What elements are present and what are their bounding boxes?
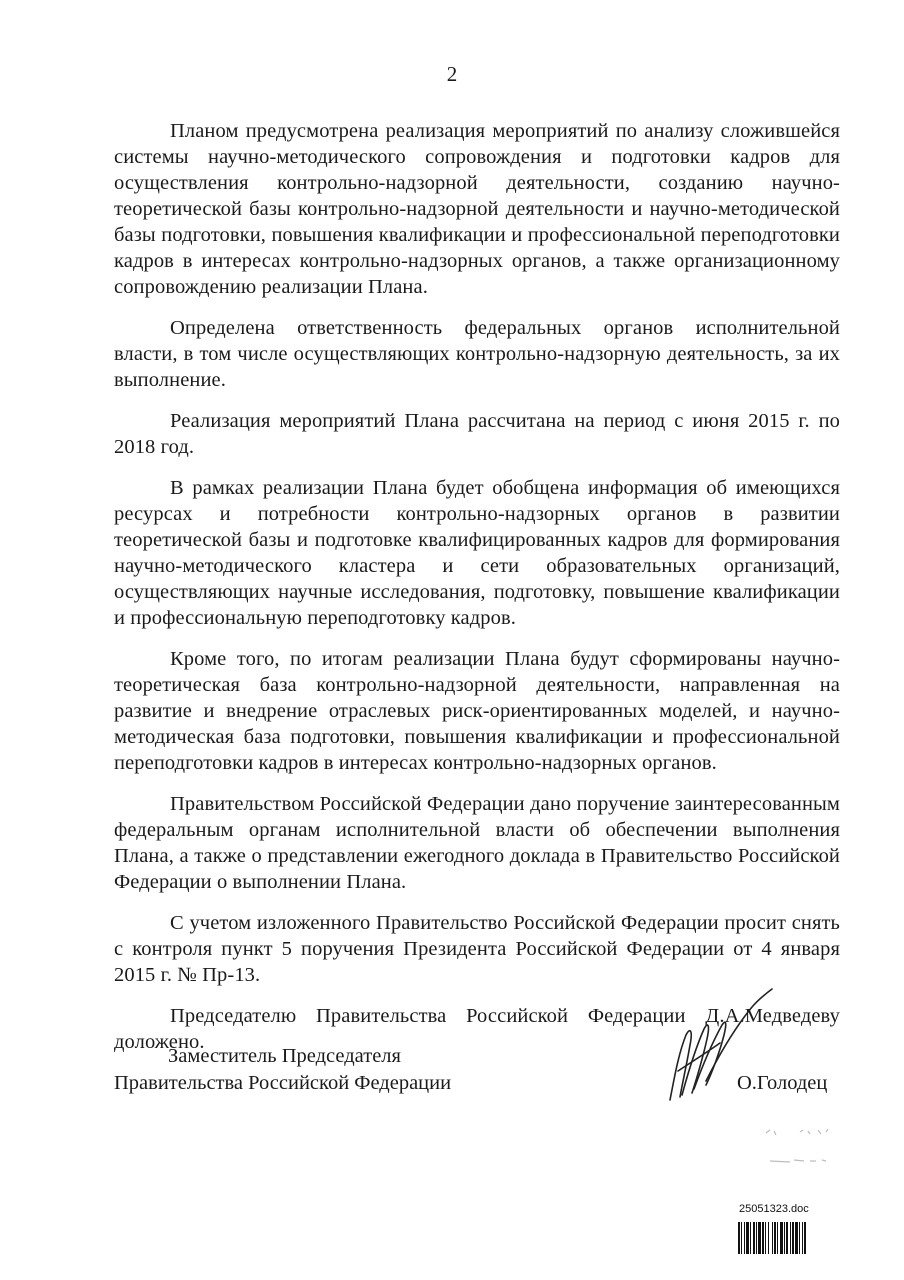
paragraph-plan-measures: Планом предусмотрена реализация мероприятий по анализу сложившейся системы научно-методического сопровождения и подготовки кадров для осуществления контрольно-надзорной деятельности, созданию научно-теоретической базы контрольно-надзорной деятельности и научно-методической базы подготовки, повышения квалификации и профессиональной переподготовки кадров в интересах контрольно-надзорных органов, а также организационному сопровождению реализации Плана. [114,120,840,298]
paragraph-period: Реализация мероприятий Плана рассчитана на период с июня 2015 г. по 2018 год. [114,410,840,458]
paragraph-responsibility: Определена ответственность федеральных органов исполнительной власти, в том числе осуществляющих контрольно-надзорную деятельность, за их выполнение. [114,317,840,391]
page-number: 2 [446,62,458,86]
paragraph-reported: Председателю Правительства Российской Федерации Д.А.Медведеву доложено. [114,1005,840,1053]
signatory-title-line2: Правительства Российской Федерации [114,1072,452,1094]
document-body [114,118,840,1070]
paragraph-results: Кроме того, по итогам реализации Плана будут сформированы научно-теоретическая база контрольно-надзорной деятельности, направленная на развитие и внедрение отраслевых риск-ориентированных моделей, и научно-методическая база подготовки, повышения квалификации и профессиональной переподготовки кадров в интересах контрольно-надзорных органов. [114,648,840,774]
signatory-title-line1: Заместитель Председателя [168,1045,401,1067]
faint-stamp-marks [760,1123,850,1173]
barcode-icon [738,1222,832,1254]
signatory-title [114,1043,451,1097]
paragraph-information: В рамках реализации Плана будет обобщена информация об имеющихся ресурсах и потребности контрольно-надзорных органов в развитии теоретической базы и подготовке квалифицированных кадров для формирования научно-методического кластера и сети образовательных организаций, осуществляющих научные исследования, подготовку, повышение квалификации и профессиональную переподготовку кадров. [114,477,840,629]
signer-name: О.Голодец [737,1072,828,1094]
paragraph-government-order: Правительством Российской Федерации дано поручение заинтересованным федеральным органам исполнительной власти об обеспечении выполнения Плана, а также о представлении ежегодного доклада в Правительство Российской Федерации о выполнении Плана. [114,793,840,893]
document-file-id: 25051323.doc [739,1203,809,1215]
paragraph-request: С учетом изложенного Правительство Российской Федерации просит снять с контроля пункт 5 поручения Президента Российской Федерации от 4 января 2015 г. № Пр-13. [114,912,840,986]
